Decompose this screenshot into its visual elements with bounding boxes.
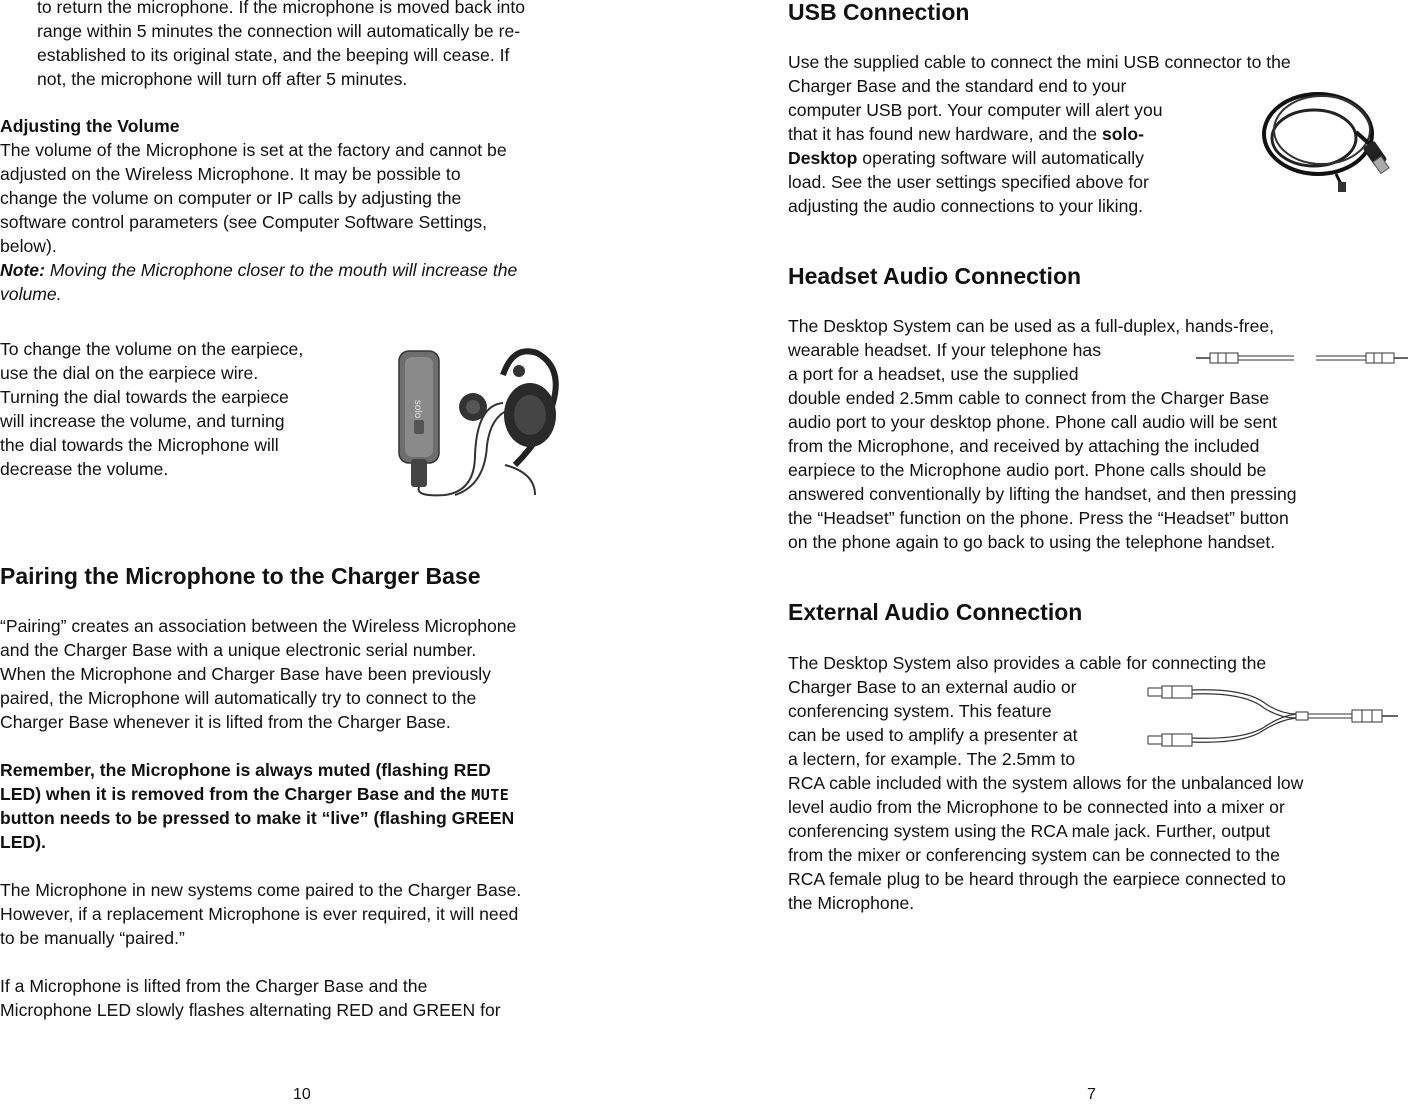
remember-line-2-text: LED) when it is removed from the Charger Base and the [0, 784, 472, 804]
headset-cable-image [1196, 345, 1408, 375]
mic-label: solo [412, 399, 423, 419]
remember-line-3: button needs to be pressed to make it “live” (flashing GREEN [0, 808, 515, 828]
external-line-10: RCA female plug to be heard through the earpiece connected to [788, 869, 1286, 889]
note-line-2: volume. [0, 284, 62, 304]
usb-line-2: Charger Base and the standard end to your [788, 76, 1127, 96]
pairing-heading: Pairing the Microphone to the Charger Base [0, 563, 481, 589]
headset-line-9: the “Headset” function on the phone. Press the “Headset” button [788, 508, 1289, 528]
headset-line-2: wearable headset. If your telephone has [788, 340, 1101, 360]
usb-line-4 [788, 122, 1144, 146]
earpiece-line-3: Turning the dial towards the earpiece [0, 387, 289, 407]
pairing-line-2: and the Charger Base with a unique electronic serial number. [0, 640, 477, 660]
headset-line-7: earpiece to the Microphone audio port. Phone calls should be [788, 460, 1267, 480]
external-line-11: the Microphone. [788, 893, 915, 913]
headset-line-3: a port for a headset, use the supplied [788, 364, 1079, 384]
page-number-left: 10 [293, 1086, 311, 1103]
earpiece-line-4: will increase the volume, and turning [0, 411, 285, 431]
pairing-line-1: “Pairing” creates an association between the Wireless Microphone [0, 616, 517, 636]
new-system-line-3: to be manually “paired.” [0, 928, 185, 948]
external-line-5: a lectern, for example. The 2.5mm to [788, 749, 1076, 769]
microphone-earpiece-image [385, 345, 565, 498]
volume-line-3: change the volume on computer or IP calls by adjusting the [0, 188, 462, 208]
pairing-line-4: paired, the Microphone will automatically try to connect to the [0, 688, 477, 708]
new-system-line-1: The Microphone in new systems come paired to the Charger Base. [0, 880, 522, 900]
volume-line-1: The volume of the Microphone is set at the factory and cannot be [0, 140, 507, 160]
continuation-line-2: range within 5 minutes the connection will automatically be re- [37, 21, 521, 41]
external-line-4: can be used to amplify a presenter at [788, 725, 1078, 745]
external-line-9: from the mixer or conferencing system can be connected to the [788, 845, 1280, 865]
continuation-line-4: not, the microphone will turn off after 5 minutes. [37, 69, 408, 89]
earpiece-line-5: the dial towards the Microphone will [0, 435, 279, 455]
volume-line-4: software control parameters (see Computer Software Settings, [0, 212, 487, 232]
usb-cable-image [1256, 78, 1396, 198]
note-text: Moving the Microphone closer to the mouth will increase the [44, 260, 518, 280]
volume-line-2: adjusted on the Wireless Microphone. It may be possible to [0, 164, 461, 184]
external-line-8: conferencing system using the RCA male jack. Further, output [788, 821, 1271, 841]
remember-line-2 [0, 782, 509, 807]
headset-line-8: answered conventionally by lifting the handset, and then pressing [788, 484, 1297, 504]
external-heading: External Audio Connection [788, 599, 1083, 625]
usb-heading: USB Connection [788, 0, 970, 25]
lifted-line-2: Microphone LED slowly flashes alternating RED and GREEN for [0, 1000, 501, 1020]
headset-line-1: The Desktop System can be used as a full-duplex, hands-free, [788, 316, 1275, 336]
remember-line-4: LED). [0, 832, 46, 852]
usb-line-5 [788, 146, 1144, 170]
usb-line-3: computer USB port. Your computer will alert you [788, 100, 1163, 120]
remember-line-1: Remember, the Microphone is always muted (flashing RED [0, 760, 491, 780]
external-line-1: The Desktop System also provides a cable for connecting the [788, 653, 1267, 673]
usb-bold-solo: solo- [1101, 124, 1144, 144]
new-system-line-2: However, if a replacement Microphone is ever required, it will need [0, 904, 519, 924]
usb-bold-desktop: Desktop [788, 148, 858, 168]
earpiece-line-6: decrease the volume. [0, 459, 169, 479]
volume-heading: Adjusting the Volume [0, 116, 180, 136]
usb-line-7: adjusting the audio connections to your liking. [788, 196, 1144, 216]
usb-line-4-text: that it has found new hardware, and the [788, 124, 1102, 144]
headset-line-5: audio port to your desktop phone. Phone call audio will be sent [788, 412, 1278, 432]
external-line-2: Charger Base to an external audio or [788, 677, 1077, 697]
usb-line-1: Use the supplied cable to connect the mini USB connector to the [788, 52, 1291, 72]
pairing-line-5: Charger Base whenever it is lifted from the Charger Base. [0, 712, 451, 732]
headset-line-10: on the phone again to go back to using the telephone handset. [788, 532, 1276, 552]
page-number-right: 7 [1087, 1086, 1096, 1103]
right-page [788, 0, 1408, 1102]
mute-keyword: MUTE [471, 786, 510, 804]
usb-line-6: load. See the user settings specified above for [788, 172, 1149, 192]
external-line-6: RCA cable included with the system allows for the unbalanced low [788, 773, 1304, 793]
earpiece-line-1: To change the volume on the earpiece, [0, 339, 304, 359]
headset-line-4: double ended 2.5mm cable to connect from the Charger Base [788, 388, 1270, 408]
lifted-line-1: If a Microphone is lifted from the Charger Base and the [0, 976, 428, 996]
external-line-3: conferencing system. This feature [788, 701, 1052, 721]
pairing-line-3: When the Microphone and Charger Base have been previously [0, 664, 491, 684]
note-label: Note: [0, 260, 45, 280]
volume-line-5: below). [0, 236, 57, 256]
note-line-1 [0, 258, 517, 282]
continuation-line-3: established to its original state, and the beeping will cease. If [37, 45, 510, 65]
headset-line-6: from the Microphone, and received by attaching the included [788, 436, 1260, 456]
external-line-7: level audio from the Microphone to be connected into a mixer or [788, 797, 1285, 817]
earpiece-line-2: use the dial on the earpiece wire. [0, 363, 259, 383]
headset-heading: Headset Audio Connection [788, 263, 1082, 289]
usb-line-5-text: operating software will automatically [857, 148, 1144, 168]
rca-cable-image [1146, 682, 1408, 752]
left-page [0, 0, 640, 1102]
continuation-line-1: to return the microphone. If the microphone is moved back into [37, 0, 525, 17]
